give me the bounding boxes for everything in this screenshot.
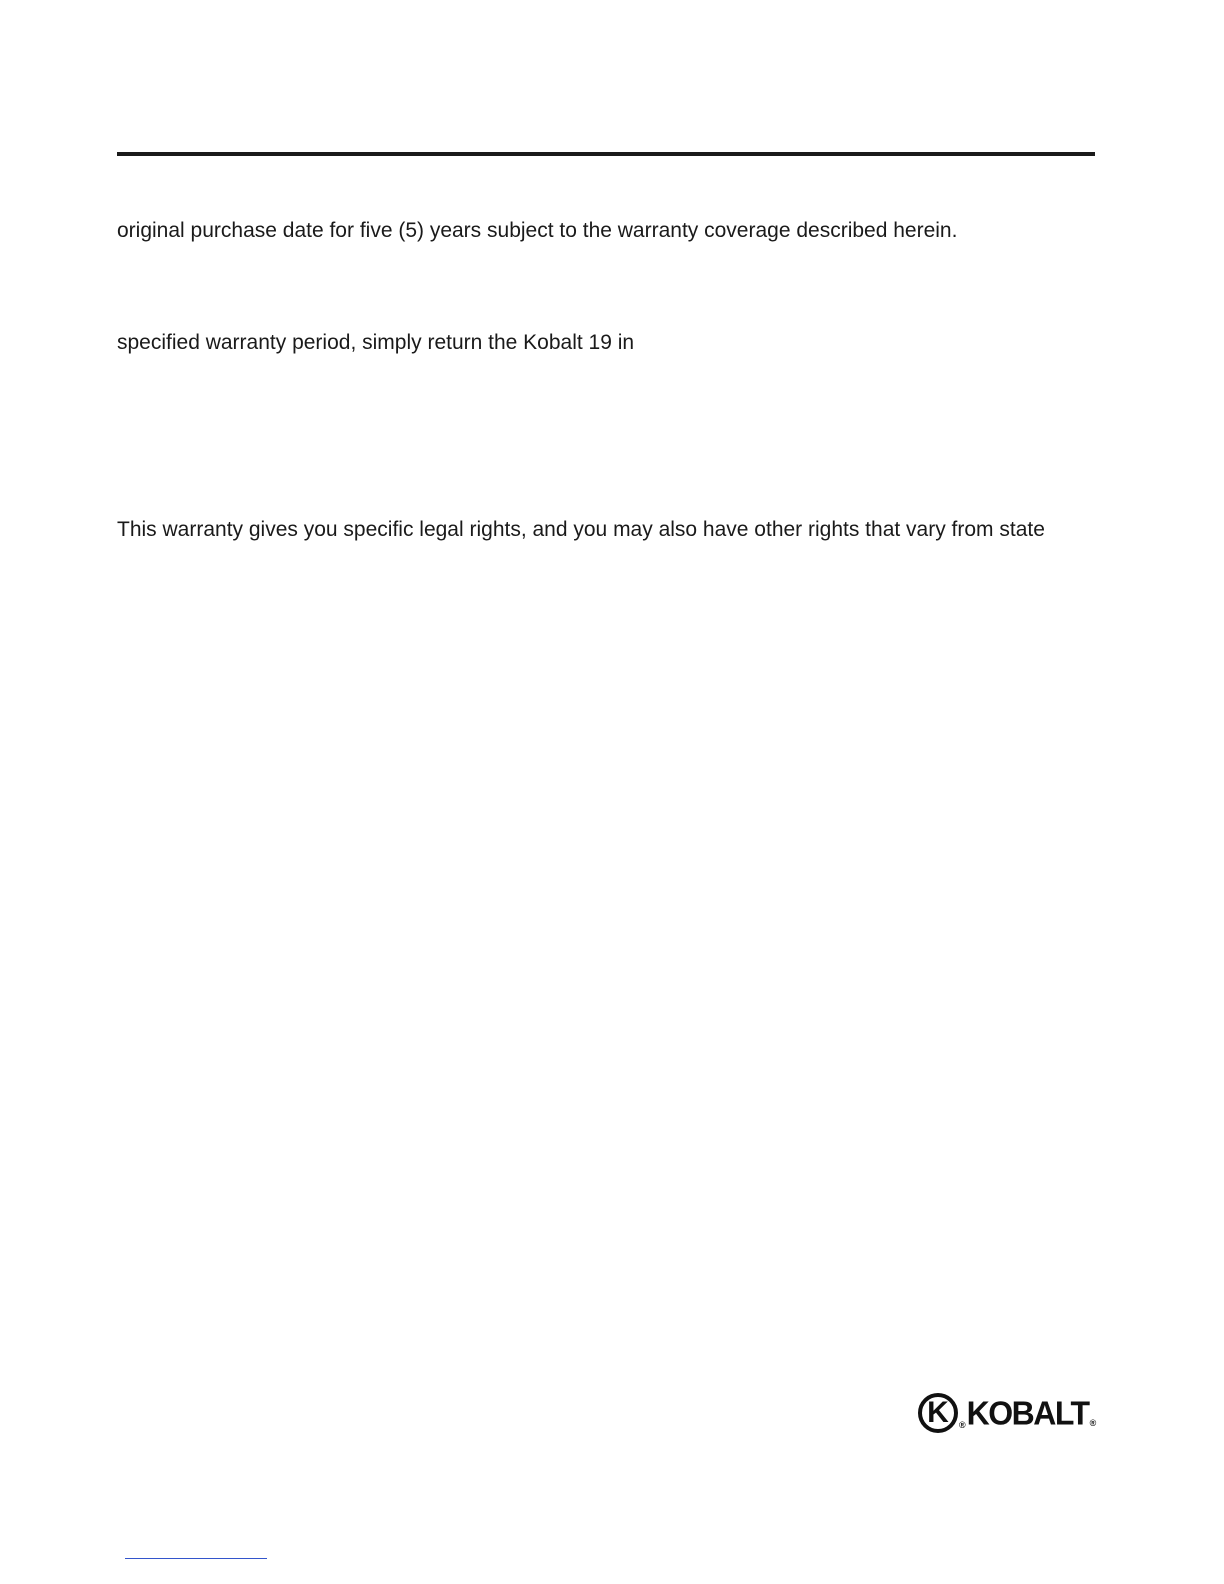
logo-wordmark: KOBALT xyxy=(966,1393,1089,1432)
link-underline[interactable] xyxy=(125,1558,267,1559)
kobalt-logo-icon xyxy=(918,1393,958,1433)
logo-wordmark-registered: ® xyxy=(1089,1418,1097,1428)
warranty-text-line-3: This warranty gives you specific legal rights, and you may also have other rights that vary from state xyxy=(117,518,1045,541)
header-rule xyxy=(117,152,1095,156)
warranty-text-line-2: specified warranty period, simply return the Kobalt 19 in xyxy=(117,331,635,354)
logo-mark-registered: ® xyxy=(959,1420,966,1430)
kobalt-logo xyxy=(918,1388,1096,1438)
warranty-text-line-1: original purchase date for five (5) years subject to the warranty coverage described herein. xyxy=(117,219,958,242)
logo-mark-letter: K xyxy=(927,1396,949,1429)
